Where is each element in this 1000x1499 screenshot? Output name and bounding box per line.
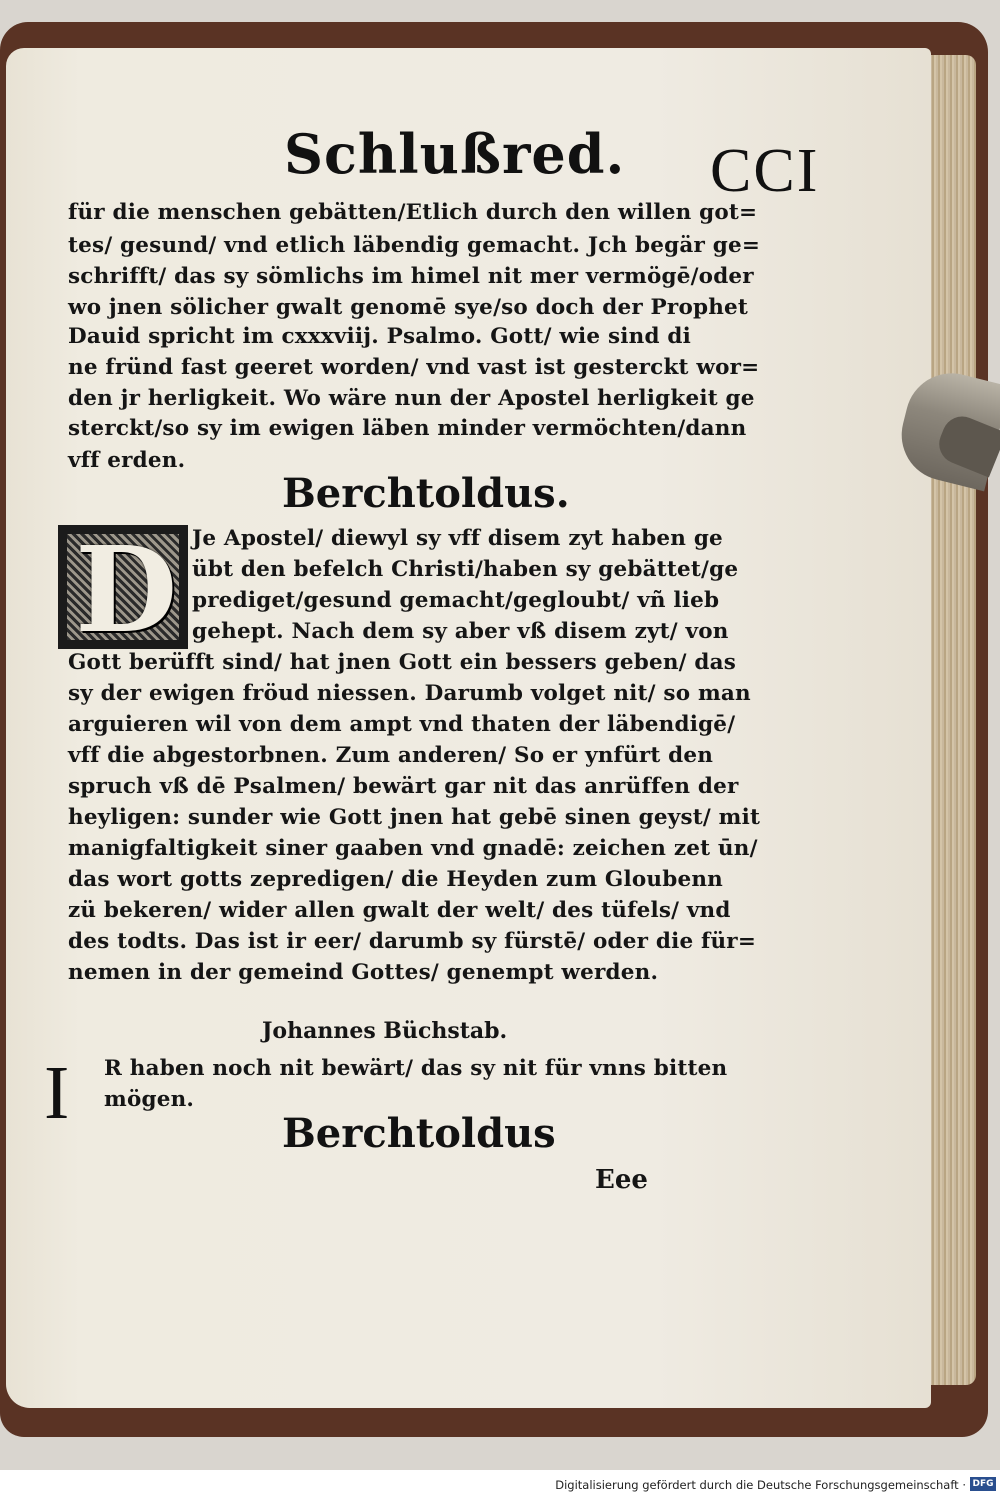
text-line: nemen in der gemeind Gottes/ genempt werden. [68,960,659,985]
section-heading: Berchtoldus. [282,470,570,517]
decorated-initial [58,520,188,659]
text-line: tes/ gesund/ vnd etlich läbendig gemacht. Jch begär ge= [68,233,761,258]
text-line: wo jnen sölicher gwalt genomē sye/so doch der Prophet [68,295,749,320]
text-line: spruch vß dē Psalmen/ bewärt gar nit das anrüffen der [68,774,739,799]
section-heading: Berchtoldus [282,1110,556,1157]
text-line: schrifft/ das sy sömlichs im himel nit mer vermögē/oder [68,264,754,289]
initial-letter: D [75,520,178,659]
text-line: ne fründ fast geeret worden/ vnd vast ist gesterckt wor= [68,355,760,380]
text-line: sy der ewigen fröud niessen. Darumb volget nit/ so man [68,681,751,706]
text-line: Je Apostel/ diewyl sy vff disem zyt haben ge [192,526,723,551]
footer-credit: Digitalisierung gefördert durch die Deutsche Forschungsgemeinschaft · [555,1478,966,1492]
speaker-name: Johannes Büchstab. [262,1018,508,1044]
text-line: arguieren wil von dem ampt vnd thaten der läbendigē/ [68,712,736,737]
text-line: zü bekeren/ wider allen gwalt der welt/ des tüfels/ vnd [68,898,731,923]
footer-bar [0,1470,1000,1499]
text-line: vff die abgestorbnen. Zum anderen/ So er ynfürt den [68,743,714,768]
signature-mark: Eee [595,1165,648,1195]
text-line: für die menschen gebätten/Etlich durch den willen got= [68,200,758,225]
text-line: den jr herligkeit. Wo wäre nun der Apostel herligkeit ge [68,386,755,411]
text-line: Dauid spricht im cxxxviij. Psalmo. Gott/ wie sind di [68,324,692,349]
dfg-logo: DFG [970,1477,996,1491]
text-line: prediget/gesund gemacht/gegloubt/ vñ lieb [192,588,720,613]
running-head: Schlußred. [284,122,626,186]
text-line: mögen. [104,1087,195,1112]
folio-number: CCI [710,137,820,205]
large-initial: I [44,1051,70,1135]
text-line: R haben noch nit bewärt/ das sy nit für vnns bitten [104,1056,728,1081]
text-line: gehept. Nach dem sy aber vß disem zyt/ von [192,619,729,644]
text-line: manigfaltigkeit siner gaaben vnd gnadē: zeichen zet ūn/ [68,836,758,861]
text-line: das wort gotts zepredigen/ die Heyden zum Gloubenn [68,867,724,892]
text-line: sterckt/so sy im ewigen läben minder vermöchten/dann [68,416,747,441]
text-line: übt den befelch Christi/haben sy gebättet/ge [192,557,739,582]
text-line: heyligen: sunder wie Gott jnen hat gebē sinen geyst/ mit [68,805,761,830]
text-line: des todts. Das ist ir eer/ darumb sy fürstē/ oder die für= [68,929,757,954]
text-line: vff erden. [68,448,186,473]
text-line: Gott berüfft sind/ hat jnen Gott ein bessers geben/ das [68,650,737,675]
